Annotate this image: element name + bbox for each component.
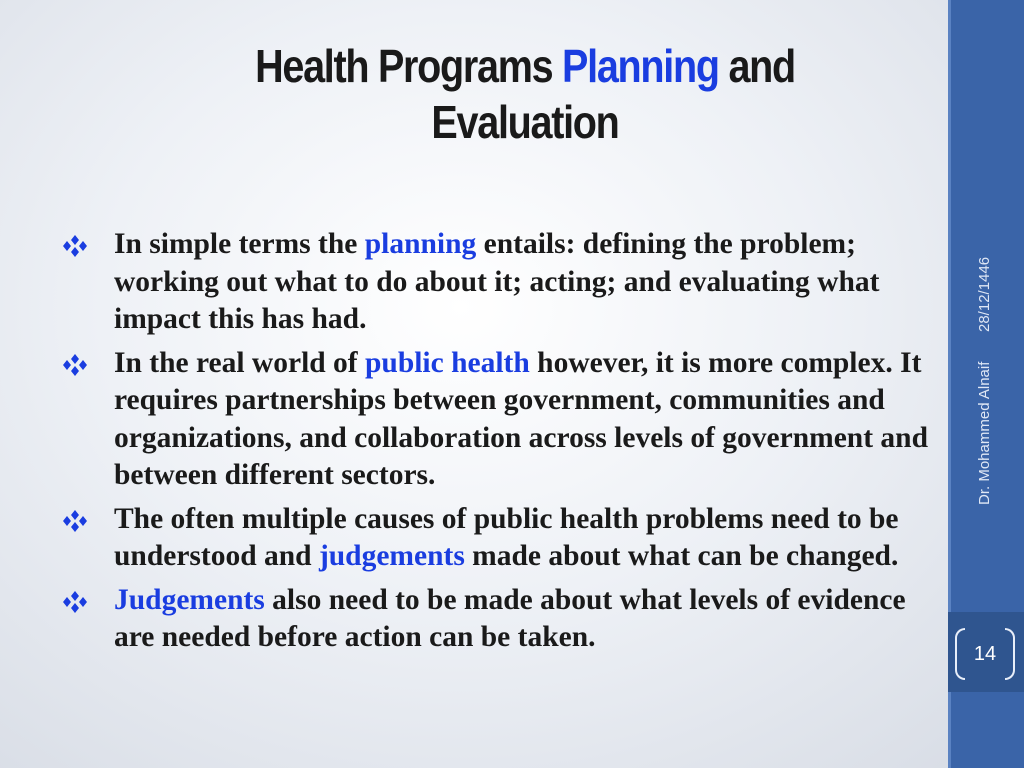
slide-date: 28/12/1446 xyxy=(976,256,993,332)
page-number-box xyxy=(955,628,1015,680)
title-text-2: and xyxy=(718,40,795,92)
bullet-highlight: judgements xyxy=(318,540,465,572)
page-number: 14 xyxy=(973,643,997,665)
bullet-text: entails: defining the problem; working out what to do about it; acting; and evaluating what impact this has had. xyxy=(114,228,880,335)
bullet-text: however, it is more complex. It requires partnerships between government, communities and organizations, and collaboration across levels of government and between different sectors. xyxy=(114,346,928,491)
bullet-highlight: planning xyxy=(364,228,477,260)
bullet-highlight: public health xyxy=(365,346,530,379)
bullet-text: The often multiple causes of public health problems need to be understood and xyxy=(114,502,899,572)
bullet-item xyxy=(60,501,945,576)
bullet-text: In the real world of xyxy=(114,346,366,379)
title-text-3: Evaluation xyxy=(431,96,619,148)
bullet-text: In simple terms the xyxy=(114,228,365,260)
slide-title xyxy=(160,38,891,150)
bullet-text: made about what can be changed. xyxy=(464,540,899,572)
title-text-1: Health Programs xyxy=(255,40,563,92)
bullet-item xyxy=(60,226,945,339)
bullet-list xyxy=(60,226,945,663)
four-diamond-bullet-icon xyxy=(62,354,88,376)
bullet-item xyxy=(60,345,945,495)
four-diamond-bullet-icon xyxy=(62,235,88,257)
bullet-item xyxy=(60,582,945,657)
slide-author: Dr. Mohammed Alnaif xyxy=(976,361,993,505)
bullet-highlight: Judgements xyxy=(114,583,265,616)
four-diamond-bullet-icon xyxy=(62,591,88,613)
title-highlight: Planning xyxy=(562,40,719,92)
four-diamond-bullet-icon xyxy=(62,510,88,532)
bullet-text: also need to be made about what levels of evidence are needed before action can be taken. xyxy=(114,583,906,653)
